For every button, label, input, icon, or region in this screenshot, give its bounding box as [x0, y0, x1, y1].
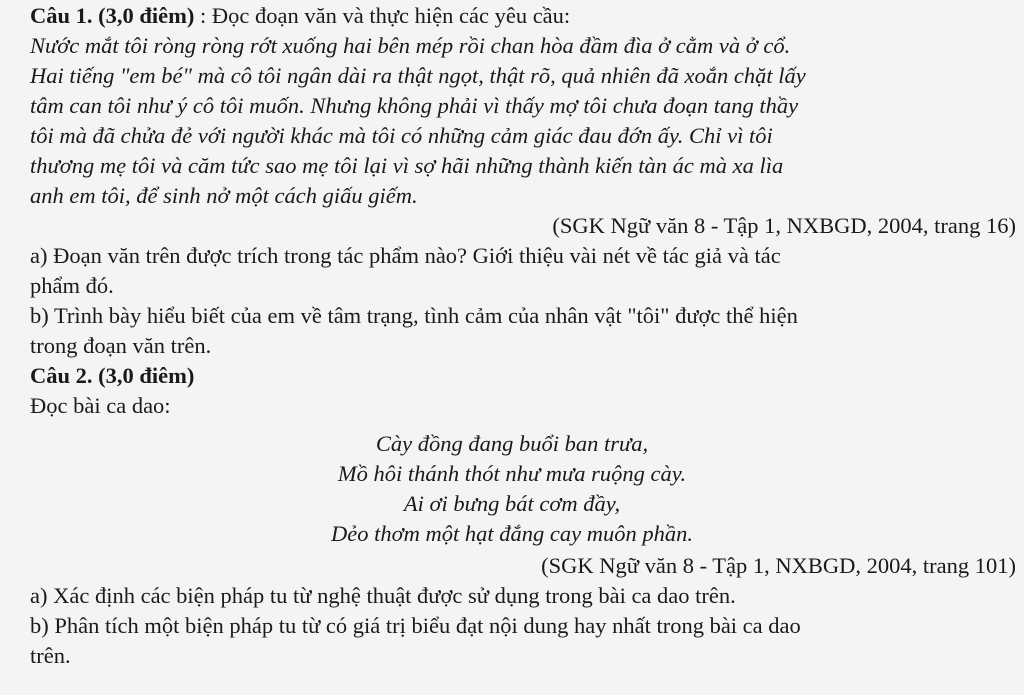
question1-heading [30, 2, 570, 30]
passage-line: Nước mắt tôi ròng ròng rớt xuống hai bên mép rồi chan hòa đầm đìa ở cằm và ở cổ. [30, 33, 791, 58]
question2-heading: Câu 2. (3,0 điêm) [30, 363, 195, 388]
question1-part-a-cont: phẩm đó. [30, 273, 114, 298]
poem-line: Ai ơi bưng bát cơm đầy, [403, 491, 621, 516]
question1-part-a: a) Đoạn văn trên được trích trong tác phẩm nào? Giới thiệu vài nét về tác giả và tác [30, 243, 781, 268]
question2-part-b: b) Phân tích một biện pháp tu từ có giá trị biểu đạt nội dung hay nhất trong bài ca dao [30, 613, 801, 638]
passage-line: thương mẹ tôi và căm tức sao mẹ tôi lại vì sợ hãi những thành kiến tàn ác mà xa lìa [30, 153, 784, 178]
passage-line: anh em tôi, để sinh nở một cách giấu giếm. [30, 183, 418, 208]
question1-heading-label: Câu 1. (3,0 điêm) [30, 3, 195, 28]
poem-line: Mồ hôi thánh thót như mưa ruộng cày. [337, 461, 687, 486]
question2-part-b-cont: trên. [30, 643, 71, 668]
question1-heading-instruction: : Đọc đoạn văn và thực hiện các yêu cầu: [194, 3, 571, 28]
passage-line: Hai tiếng "em bé" mà cô tôi ngân dài ra thật ngọt, thật rõ, quả nhiên đã xoắn chặt lấy [30, 63, 806, 88]
question2-part-a: a) Xác định các biện pháp tu từ nghệ thuật được sử dụng trong bài ca dao trên. [30, 583, 736, 608]
poem-line: Cày đồng đang buổi ban trưa, [375, 431, 649, 456]
poem-line: Dẻo thơm một hạt đắng cay muôn phần. [331, 521, 693, 546]
question2-instruction: Đọc bài ca dao: [30, 393, 171, 418]
question2-source: (SGK Ngữ văn 8 - Tập 1, NXBGD, 2004, trang 101) [541, 553, 1016, 578]
passage-line: tôi mà đã chửa đẻ với người khác mà tôi có những cảm giác đau đớn ấy. Chỉ vì tôi [30, 123, 773, 148]
passage-line: tâm can tôi như ý cô tôi muốn. Nhưng không phải vì thấy mợ tôi chưa đoạn tang thầy [30, 93, 799, 118]
question1-part-b: b) Trình bày hiểu biết của em về tâm trạng, tình cảm của nhân vật "tôi" được thể hiện [30, 303, 798, 328]
question1-source: (SGK Ngữ văn 8 - Tập 1, NXBGD, 2004, trang 16) [552, 213, 1016, 238]
question1-part-b-cont: trong đoạn văn trên. [30, 333, 212, 358]
